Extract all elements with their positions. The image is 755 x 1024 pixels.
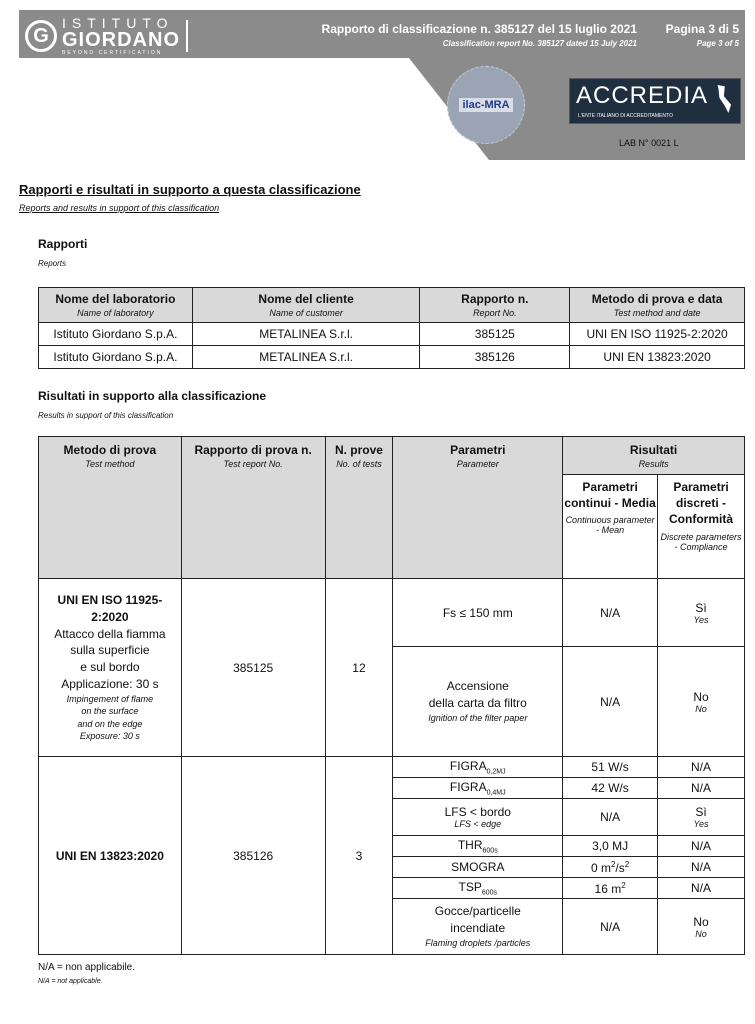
header-cell-method: Metodo di prova Test method [39,437,182,579]
param-cell: $TSP_{600s}$ [393,878,563,899]
header-cell-param: Parametri Parameter [393,437,563,579]
ilac-label: ilac-MRA [459,98,512,112]
logo-mark-icon: G [25,20,57,52]
continuous-cell: N/A [563,647,658,757]
discrete-cell: N/A [658,857,745,878]
header-cell-tests: N. prove No. of tests [325,437,393,579]
header-cell: Nome del cliente Name of customer [192,288,420,323]
logo-top-text: ISTITUTO [62,15,174,31]
logo-separator [186,20,188,52]
continuous-cell: N/A [563,899,658,955]
method-cell: UNI EN ISO 11925-2:2020 Attacco della fiamma sulla superficie e sul bordo Applicazione: 30 s Impingement of flame on the surface and on the edge Exposure: 30 s [39,579,182,757]
discrete-cell: No No [658,899,745,955]
param-cell: $THR_{600s}$ [393,836,563,857]
continuous-cell: N/A [563,579,658,647]
continuous-cell: 51 W/s [563,757,658,778]
page-number-en: Page 3 of 5 [696,39,739,48]
method-cell: UNI EN 13823:2020 [39,757,182,955]
report-cell: 385125 [181,579,325,757]
continuous-cell: 3,0 MJ [563,836,658,857]
table-cell: METALINEA S.r.l. [192,323,420,346]
footnote-en: N/A = not applicable. [38,978,103,985]
table-row [39,757,745,778]
table-cell: 385126 [420,346,570,369]
reports-table [38,287,745,369]
param-cell: $FIGRA_{0,2MJ}$ [393,757,563,778]
param-cell: Fs ≤ 150 mm [393,579,563,647]
param-cell: LFS < bordo LFS < edge [393,799,563,836]
param-cell: Gocce/particelle incendiate Flaming droplets /particles [393,899,563,955]
ilac-mra-seal-icon [447,66,525,144]
table-cell: Istituto Giordano S.p.A. [39,346,193,369]
report-title-en: Classification report No. 385127 dated 15 July 2021 [442,39,637,48]
table-cell: 385125 [420,323,570,346]
page-number-it: Pagina 3 di 5 [665,22,739,36]
param-cell: $FIGRA_{0,4MJ}$ [393,778,563,799]
logo-main-text: GIORDANO [62,29,180,51]
page-header [19,10,745,160]
report-title [322,22,637,48]
table-header-row [39,288,745,323]
italy-map-icon [714,85,732,113]
results-title: Risultati in supporto alla classificazione [38,389,267,403]
logo-sub-text: BEYOND CERTIFICATION [62,50,163,56]
continuous-cell: N/A [563,799,658,836]
istituto-giordano-logo [25,16,188,56]
header-cell: Nome del laboratorio Name of laboratory [39,288,193,323]
continuous-cell: 42 W/s [563,778,658,799]
continuous-cell: 16 $m^2$ [563,878,658,899]
discrete-cell: N/A [658,878,745,899]
header-cell: Rapporto n. Report No. [420,288,570,323]
discrete-cell: N/A [658,778,745,799]
tests-cell: 12 [325,579,393,757]
results-table [38,436,745,955]
logo-text [62,16,180,56]
discrete-cell: N/A [658,757,745,778]
table-cell: METALINEA S.r.l. [192,346,420,369]
results-subtitle: Results in support of this classification [38,411,174,420]
header-cell: Metodo di prova e data Test method and date [570,288,745,323]
continuous-cell: 0 $m^2/s^2$ [563,857,658,878]
discrete-cell: Sì Yes [658,799,745,836]
footnote-it: N/A = non applicabile. [38,962,136,973]
accredia-sub: L'ENTE ITALIANO DI ACCREDITAMENTO [578,113,673,119]
section-subtitle: Reports and results in support of this classification [19,203,220,213]
reports-title: Rapporti [38,237,88,251]
header-cell-results: Risultati Results [563,437,745,475]
table-cell: Istituto Giordano S.p.A. [39,323,193,346]
table-row [39,346,745,369]
report-cell: 385126 [181,757,325,955]
tests-cell: 3 [325,757,393,955]
discrete-cell: No No [658,647,745,757]
reports-subtitle: Reports [38,259,67,268]
param-cell: SMOGRA [393,857,563,878]
accredia-label: ACCREDIA [576,82,709,109]
table-header-row [39,437,745,475]
report-title-it: Rapporto di classificazione n. 385127 del 15 luglio 2021 [321,22,637,36]
header-cell-discrete: Parametri discreti - Conformità Discrete parameters - Compliance [658,475,745,579]
table-cell: UNI EN ISO 11925-2:2020 [570,323,745,346]
accredia-logo [569,78,741,124]
lab-number: LAB N° 0021 L [619,138,679,148]
table-row [39,323,745,346]
table-cell: UNI EN 13823:2020 [570,346,745,369]
table-row [39,579,745,647]
param-cell: Accensione della carta da filtro Ignition of the filter paper [393,647,563,757]
discrete-cell: Sì Yes [658,579,745,647]
page-number [666,22,739,48]
section-title: Rapporti e risultati in supporto a questa classificazione [19,182,361,197]
header-cell-continuous: Parametri continui - Media Continuous parameter - Mean [563,475,658,579]
header-cell-report: Rapporto di prova n. Test report No. [181,437,325,579]
discrete-cell: N/A [658,836,745,857]
